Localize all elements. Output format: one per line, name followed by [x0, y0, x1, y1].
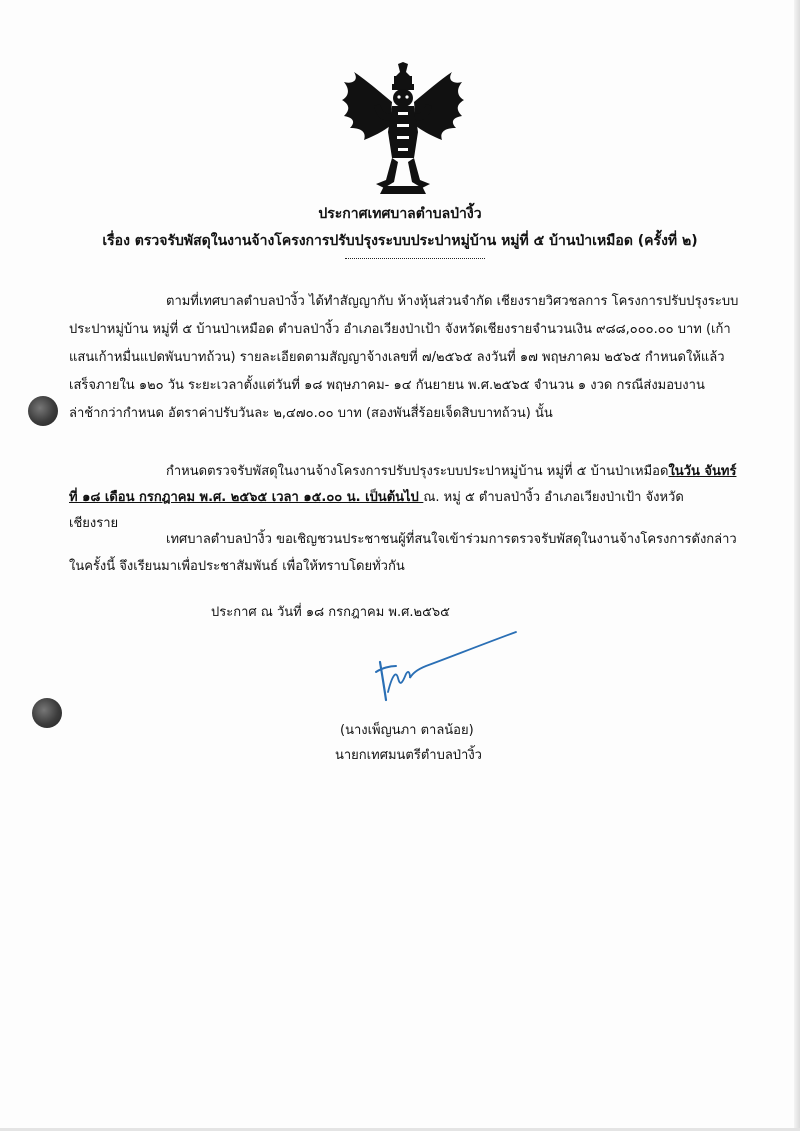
inspection-day-emphasis: ในวัน จันทร์	[668, 464, 737, 479]
inspection-datetime-emphasis: ที่ ๑๘ เดือน กรกฎาคม พ.ศ. ๒๕๖๕ เวลา ๑๕.๐๐ น. เป็นต้นไป	[69, 490, 424, 505]
paragraph1-line5: ล่าช้ากว่ากำหนด อัตราค่าปรับวันละ ๒,๔๗๐.๐๐ บาท (สองพันสี่ร้อยเจ็ดสิบบาทถ้วน) นั้น	[69, 406, 553, 421]
subject-title: เรื่อง ตรวจรับพัสดุในงานจ้างโครงการปรับปรุงระบบประปาหมู่บ้าน หมู่ที่ ๕ บ้านป่าเหมือด (ครั้งที่ ๒)	[102, 233, 698, 249]
paragraph1-line3: แสนเก้าหมื่นแปดพันบาทถ้วน) รายละเอียดตามสัญญาจ้างเลขที่ ๗/๒๕๖๕ ลงวันที่ ๑๗ พฤษภาคม ๒๕๖๕ กำหนดให้แล้ว	[69, 350, 725, 365]
paragraph1-line4: เสร็จภายใน ๑๒๐ วัน ระยะเวลาตั้งแต่วันที่ ๑๘ พฤษภาคม- ๑๔ กันยายน พ.ศ.๒๕๖๕ จำนวน ๑ งวด กรณีส่งมอบงาน	[69, 378, 705, 393]
punch-hole-top	[28, 396, 58, 426]
signer-position: นายกเทศมนตรีตำบลป่างิ้ว	[335, 748, 482, 763]
title-divider	[345, 258, 485, 259]
paragraph2-line2-text: ณ. หมู่ ๕ ตำบลป่างิ้ว อำเภอเวียงป่าเป้า จังหวัด	[423, 490, 684, 505]
punch-hole-bottom	[32, 698, 62, 728]
announcement-date: ประกาศ ณ วันที่ ๑๘ กรกฎาคม พ.ศ.๒๕๖๕	[211, 605, 451, 620]
page-edge-shadow	[794, 0, 800, 1131]
paragraph2-line1	[166, 463, 736, 481]
paragraph2-line3: เชียงราย	[69, 516, 119, 531]
paragraph2-line1-text: กำหนดตรวจรับพัสดุในงานจ้างโครงการปรับปรุงระบบประปาหมู่บ้าน หมู่ที่ ๕ บ้านป่าเหมือด	[166, 464, 669, 479]
paragraph1-line1: ตามที่เทศบาลตำบลป่างิ้ว ได้ทำสัญญากับ ห้างหุ้นส่วนจำกัด เชียงรายวิศวชลการ โครงการปรับปรุงระบบ	[166, 294, 739, 309]
paragraph1-line2: ประปาหมู่บ้าน หมู่ที่ ๕ บ้านป่าเหมือด ตำบลป่างิ้ว อำเภอเวียงป่าเป้า จังหวัดเชียงรายจำนวนเงิน ๙๘๘,๐๐๐.๐๐ บาท (เก้า	[69, 322, 731, 337]
garuda-emblem-icon	[340, 62, 466, 198]
organization-title: ประกาศเทศบาลตำบลป่างิ้ว	[318, 206, 482, 222]
paragraph3-line1: เทศบาลตำบลป่างิ้ว ขอเชิญชวนประชาชนผู้ที่สนใจเข้าร่วมการตรวจรับพัสดุในงานจ้างโครงการดังกล่าว	[166, 532, 737, 547]
signer-name: (นางเพ็ญนภา ตาลน้อย)	[340, 723, 474, 738]
paragraph2-line2	[69, 489, 684, 507]
signature-mark	[368, 626, 520, 708]
paragraph3-line2: ในครั้งนี้ จึงเรียนมาเพื่อประชาสัมพันธ์ เพื่อให้ทราบโดยทั่วกัน	[69, 559, 405, 574]
